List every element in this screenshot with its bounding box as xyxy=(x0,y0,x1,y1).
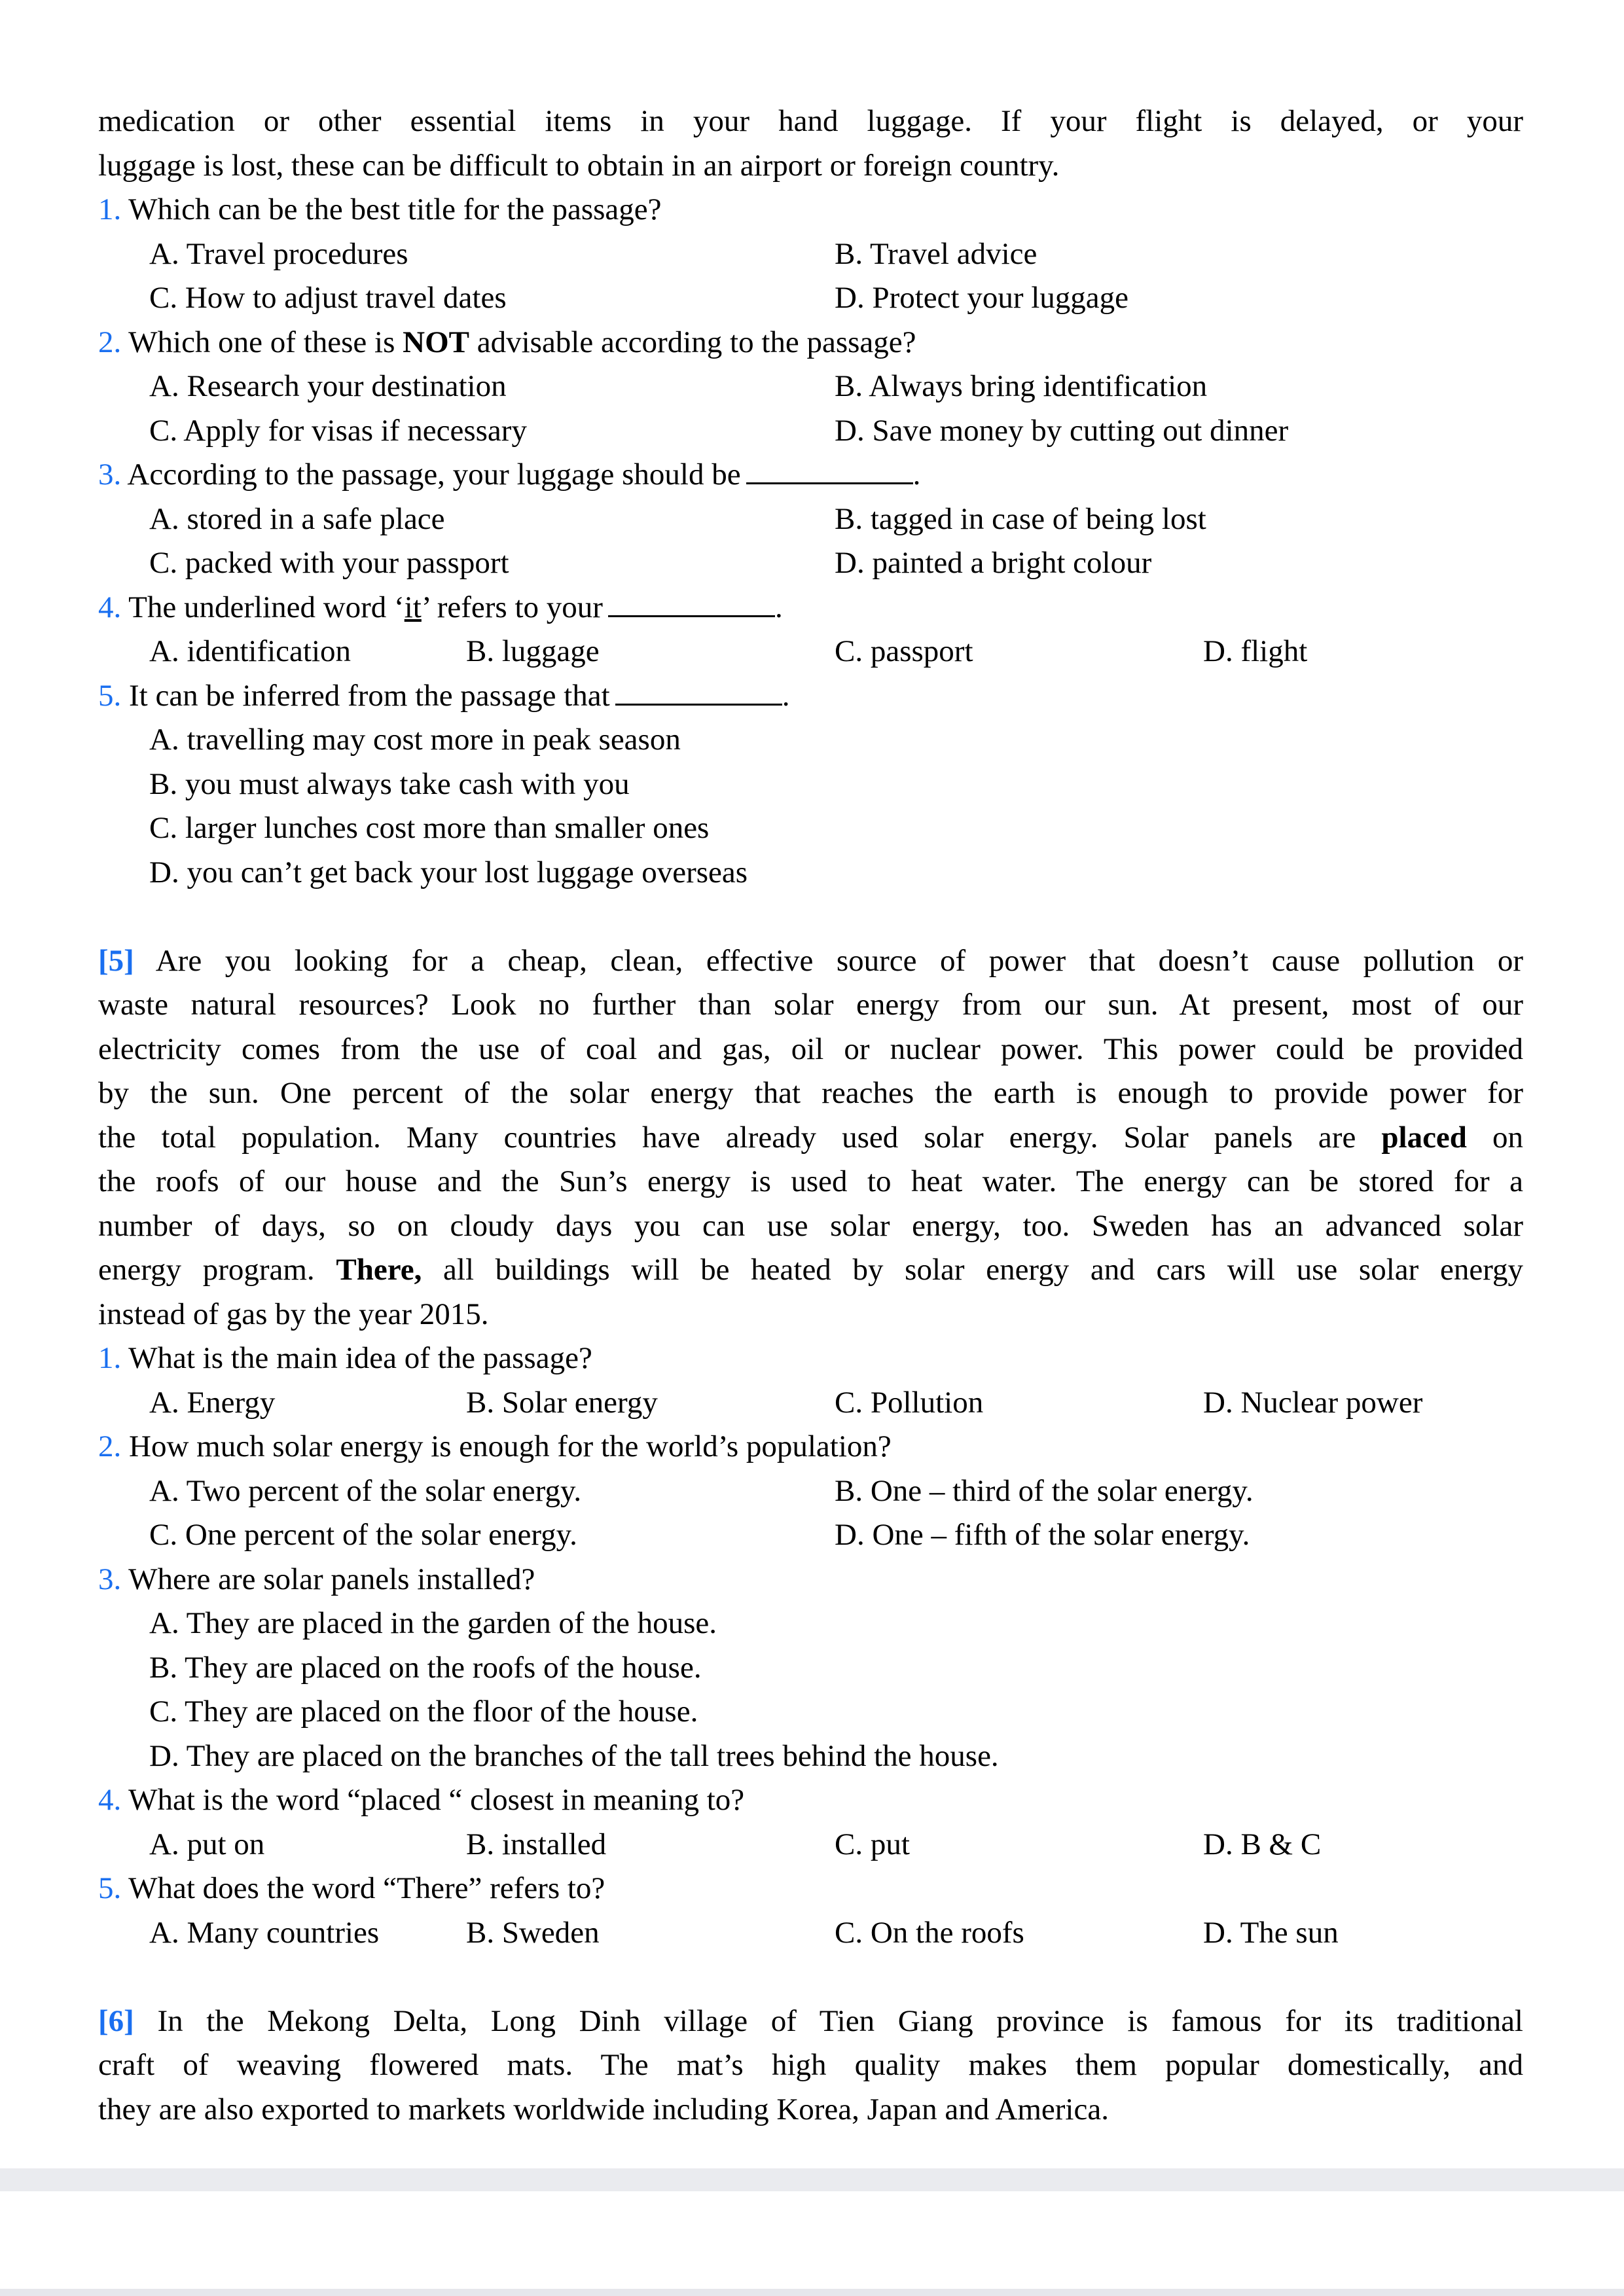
option-b[interactable]: B. Solar energy xyxy=(466,1385,658,1420)
passage-tag: [6] xyxy=(98,2003,134,2038)
passage-text: the total population. Many countries have already used solar energy. Solar panels are xyxy=(98,1120,1382,1155)
question-4-1 xyxy=(98,188,1523,232)
option-d[interactable]: D. One – fifth of the solar energy. xyxy=(835,1518,1250,1552)
answer-blank xyxy=(746,456,913,484)
option-d[interactable]: D. Save money by cutting out dinner xyxy=(835,413,1289,448)
option-b[interactable]: B. They are placed on the roofs of the house. xyxy=(149,1650,702,1685)
option-a[interactable]: A. They are placed in the garden of the house. xyxy=(149,1606,717,1640)
options-row xyxy=(98,497,1523,542)
section-gap xyxy=(98,1955,1523,2000)
passage-line: craft of weaving flowered mats. The mat’s high quality makes them popular domestically, and xyxy=(98,2048,1523,2082)
section5-passage xyxy=(98,939,1523,1337)
question-text: The underlined word ‘ xyxy=(128,590,405,624)
options-row xyxy=(98,541,1523,586)
passage-line xyxy=(98,1248,1523,1293)
options-row xyxy=(98,409,1523,454)
passage-line: by the sun. One percent of the solar energy that reaches the earth is enough to provide power for xyxy=(98,1076,1523,1110)
option-c[interactable]: C. They are placed on the floor of the house. xyxy=(149,1695,698,1729)
option-a[interactable]: A. Research your destination xyxy=(149,369,507,403)
question-4-5 xyxy=(98,674,1523,719)
options-row xyxy=(98,232,1523,277)
option-d[interactable]: D. painted a bright colour xyxy=(835,546,1152,580)
option-a[interactable]: A. Two percent of the solar energy. xyxy=(149,1473,582,1508)
question-number: 5. xyxy=(98,1871,122,1905)
question-number: 1. xyxy=(98,1341,122,1375)
option-a[interactable]: A. Many countries xyxy=(149,1915,380,1950)
bold-word-placed: placed xyxy=(1381,1120,1467,1155)
option-d[interactable]: D. you can’t get back your lost luggage overseas xyxy=(149,855,748,889)
question-5-1 xyxy=(98,1336,1523,1381)
bold-word-there: There, xyxy=(336,1253,422,1287)
question-number: 2. xyxy=(98,325,122,359)
option-b[interactable]: B. installed xyxy=(466,1827,607,1861)
underlined-word: it xyxy=(404,590,422,624)
option-d[interactable]: D. flight xyxy=(1203,634,1308,668)
option-d[interactable]: D. Nuclear power xyxy=(1203,1385,1423,1420)
option-c[interactable]: C. Apply for visas if necessary xyxy=(149,413,527,448)
page-separator xyxy=(0,2168,1624,2191)
options-row xyxy=(98,1381,1523,1426)
options-row xyxy=(98,1823,1523,1867)
passage-line: the roofs of our house and the Sun’s energy is used to heat water. The energy can be stored for a xyxy=(98,1164,1523,1198)
option-d[interactable]: D. Protect your luggage xyxy=(835,281,1129,315)
question-5-4 xyxy=(98,1778,1523,1823)
passage-line: luggage is lost, these can be difficult to obtain in an airport or foreign country. xyxy=(98,148,1060,183)
options-row xyxy=(98,365,1523,409)
option-c[interactable]: C. One percent of the solar energy. xyxy=(149,1518,577,1552)
option-d[interactable]: D. The sun xyxy=(1203,1915,1339,1950)
passage-line: medication or other essential items in your hand luggage. If your flight is delayed, or your xyxy=(98,104,1523,138)
options-row xyxy=(98,1513,1523,1558)
answer-blank xyxy=(608,589,775,617)
options-row xyxy=(98,630,1523,674)
option-a[interactable]: A. Energy xyxy=(149,1385,276,1420)
question-text: Where are solar panels installed? xyxy=(128,1562,535,1596)
document-page xyxy=(98,99,1523,2132)
option-a[interactable]: A. Travel procedures xyxy=(149,236,408,271)
option-a[interactable]: A. identification xyxy=(149,634,352,668)
question-text: How much solar energy is enough for the world’s population? xyxy=(129,1429,892,1463)
question-text: What does the word “There” refers to? xyxy=(128,1871,605,1905)
option-d[interactable]: D. B & C xyxy=(1203,1827,1322,1861)
option-b[interactable]: B. Always bring identification xyxy=(835,369,1208,403)
question-5-3 xyxy=(98,1558,1523,1602)
question-text: According to the passage, your luggage should be xyxy=(127,457,741,492)
option-c[interactable]: C. On the roofs xyxy=(835,1915,1024,1950)
question-end: . xyxy=(912,457,921,492)
question-text: ’ refers to your xyxy=(421,590,603,624)
question-number: 4. xyxy=(98,1783,122,1817)
option-b[interactable]: B. you must always take cash with you xyxy=(149,766,630,801)
option-b[interactable]: B. tagged in case of being lost xyxy=(835,501,1206,536)
option-c[interactable]: C. How to adjust travel dates xyxy=(149,281,507,315)
option-b[interactable]: B. Sweden xyxy=(466,1915,600,1950)
question-number: 1. xyxy=(98,192,122,226)
passage-line: electricity comes from the use of coal and gas, oil or nuclear power. This power could be provided xyxy=(98,1031,1523,1066)
passage-line: instead of gas by the year 2015. xyxy=(98,1297,489,1331)
passage-line xyxy=(98,939,1523,984)
passage-text: In the Mekong Delta, Long Dinh village of Tien Giang province is famous for its traditional xyxy=(134,2003,1523,2038)
passage-line xyxy=(98,1116,1523,1160)
question-end: . xyxy=(774,590,783,624)
passage-tag: [5] xyxy=(98,943,134,978)
section6-passage xyxy=(98,2000,1523,2132)
passage-text: on xyxy=(1466,1120,1523,1155)
question-5-5 xyxy=(98,1867,1523,1911)
passage-line xyxy=(98,2000,1523,2044)
passage-line: waste natural resources? Look no further than solar energy from our sun. At present, most of our xyxy=(98,988,1523,1022)
option-c[interactable]: C. Pollution xyxy=(835,1385,984,1420)
passage-line: they are also exported to markets worldwide including Korea, Japan and America. xyxy=(98,2092,1109,2126)
question-4-2 xyxy=(98,321,1523,365)
question-text: Which can be the best title for the passage? xyxy=(128,192,662,226)
question-text: It can be inferred from the passage that xyxy=(129,678,610,713)
page-separator xyxy=(0,2289,1624,2296)
options-row xyxy=(98,1469,1523,1514)
answer-blank xyxy=(615,677,782,706)
option-c[interactable]: C. larger lunches cost more than smaller ones xyxy=(149,811,710,845)
options-row xyxy=(98,1911,1523,1956)
question-end: . xyxy=(782,678,790,713)
option-a[interactable]: A. travelling may cost more in peak season xyxy=(149,723,681,757)
question-text: advisable according to the passage? xyxy=(469,325,916,359)
option-d[interactable]: D. They are placed on the branches of the tall trees behind the house. xyxy=(149,1738,999,1773)
question-text: What is the word “placed “ closest in meaning to? xyxy=(128,1783,745,1817)
question-text: Which one of these is xyxy=(128,325,403,359)
question-text: What is the main idea of the passage? xyxy=(128,1341,592,1375)
option-c[interactable]: C. put xyxy=(835,1827,910,1861)
passage-text: Are you looking for a cheap, clean, effective source of power that doesn’t cause pollution or xyxy=(134,943,1523,978)
question-number: 2. xyxy=(98,1429,122,1463)
question-number: 4. xyxy=(98,590,122,624)
question-number: 3. xyxy=(98,457,122,492)
question-number: 3. xyxy=(98,1562,122,1596)
option-a[interactable]: A. put on xyxy=(149,1827,265,1861)
section-gap xyxy=(98,895,1523,939)
option-b[interactable]: B. One – third of the solar energy. xyxy=(835,1473,1254,1508)
option-b[interactable]: B. Travel advice xyxy=(835,236,1038,271)
passage-text: energy program. xyxy=(98,1253,336,1287)
options-row xyxy=(98,276,1523,321)
section4-passage-tail xyxy=(98,99,1523,188)
question-4-3 xyxy=(98,453,1523,497)
option-a[interactable]: A. stored in a safe place xyxy=(149,501,445,536)
question-5-2 xyxy=(98,1425,1523,1469)
question-number: 5. xyxy=(98,678,122,713)
option-c[interactable]: C. passport xyxy=(835,634,973,668)
option-b[interactable]: B. luggage xyxy=(466,634,600,668)
question-emphasis: NOT xyxy=(403,325,469,359)
option-c[interactable]: C. packed with your passport xyxy=(149,546,509,580)
question-4-4 xyxy=(98,586,1523,630)
passage-line: number of days, so on cloudy days you can use solar energy, too. Sweden has an advanced solar xyxy=(98,1208,1523,1243)
passage-text: all buildings will be heated by solar energy and cars will use solar energy xyxy=(422,1253,1523,1287)
